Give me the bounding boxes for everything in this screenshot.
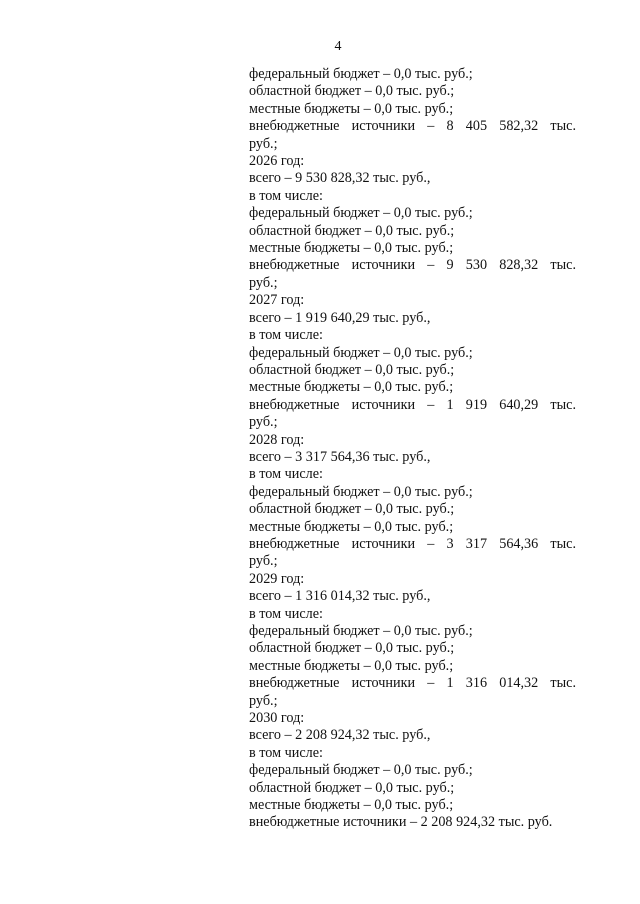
text-line: в том числе: xyxy=(249,744,323,761)
text-line: федеральный бюджет – 0,0 тыс. руб.; xyxy=(249,623,473,639)
text-line: в том числе: xyxy=(249,187,323,204)
text-line: руб.; xyxy=(249,135,278,152)
text-line: областной бюджет – 0,0 тыс. руб.; xyxy=(249,83,455,100)
text-line: местные бюджеты – 0,0 тыс. руб.; xyxy=(249,518,454,535)
text-line: 2027 год: xyxy=(249,292,305,309)
text-line: областной бюджет – 0,0 тыс. руб.; xyxy=(249,779,455,796)
page-number: 4 xyxy=(334,39,342,54)
text-line: местные бюджеты – 0,0 тыс. руб.; xyxy=(249,379,454,396)
text-line: в том числе: xyxy=(249,327,323,344)
text-line: областной бюджет – 0,0 тыс. руб.; xyxy=(249,222,455,239)
text-line: внебюджетные источники – 9 530 828,32 тыс. xyxy=(249,257,576,274)
text-line: внебюджетные источники – 2 208 924,32 тыс. руб. xyxy=(249,814,553,831)
text-line: областной бюджет – 0,0 тыс. руб.; xyxy=(249,501,455,518)
text-line: внебюджетные источники – 1 919 640,29 тыс. xyxy=(249,396,576,413)
text-line: федеральный бюджет – 0,0 тыс. руб.; xyxy=(249,66,473,82)
text-line: областной бюджет – 0,0 тыс. руб.; xyxy=(249,361,455,378)
text-line: руб.; xyxy=(249,274,278,291)
text-line: всего – 1 919 640,29 тыс. руб., xyxy=(249,309,431,326)
text-line: областной бюджет – 0,0 тыс. руб.; xyxy=(249,640,455,657)
text-line: внебюджетные источники – 3 317 564,36 тыс. xyxy=(249,535,576,552)
document-body xyxy=(249,66,576,832)
text-line: 2028 год: xyxy=(249,431,305,448)
text-line: всего – 9 530 828,32 тыс. руб., xyxy=(249,170,431,187)
text-line: руб.; xyxy=(249,414,278,431)
text-line: в том числе: xyxy=(249,605,323,622)
text-line: местные бюджеты – 0,0 тыс. руб.; xyxy=(249,797,454,814)
text-line: федеральный бюджет – 0,0 тыс. руб.; xyxy=(249,344,473,361)
text-line: всего – 1 316 014,32 тыс. руб., xyxy=(249,588,431,605)
text-line: 2029 год: xyxy=(249,570,305,587)
text-line: федеральный бюджет – 0,0 тыс. руб.; xyxy=(249,762,473,779)
text-line: руб.; xyxy=(249,553,278,570)
text-line: 2026 год: xyxy=(249,153,305,170)
text-line: руб.; xyxy=(249,692,278,709)
text-line: всего – 3 317 564,36 тыс. руб., xyxy=(249,448,431,465)
text-line: местные бюджеты – 0,0 тыс. руб.; xyxy=(249,657,454,674)
text-line: внебюджетные источники – 8 405 582,32 тыс. xyxy=(249,118,576,135)
text-line: внебюджетные источники – 1 316 014,32 тыс. xyxy=(249,675,576,692)
text-line: в том числе: xyxy=(249,466,323,483)
text-line: всего – 2 208 924,32 тыс. руб., xyxy=(249,727,431,744)
text-line: 2030 год: xyxy=(249,710,305,727)
text-line: местные бюджеты – 0,0 тыс. руб.; xyxy=(249,240,454,257)
text-line: местные бюджеты – 0,0 тыс. руб.; xyxy=(249,100,454,117)
text-line: федеральный бюджет – 0,0 тыс. руб.; xyxy=(249,483,473,500)
text-line: федеральный бюджет – 0,0 тыс. руб.; xyxy=(249,205,473,222)
